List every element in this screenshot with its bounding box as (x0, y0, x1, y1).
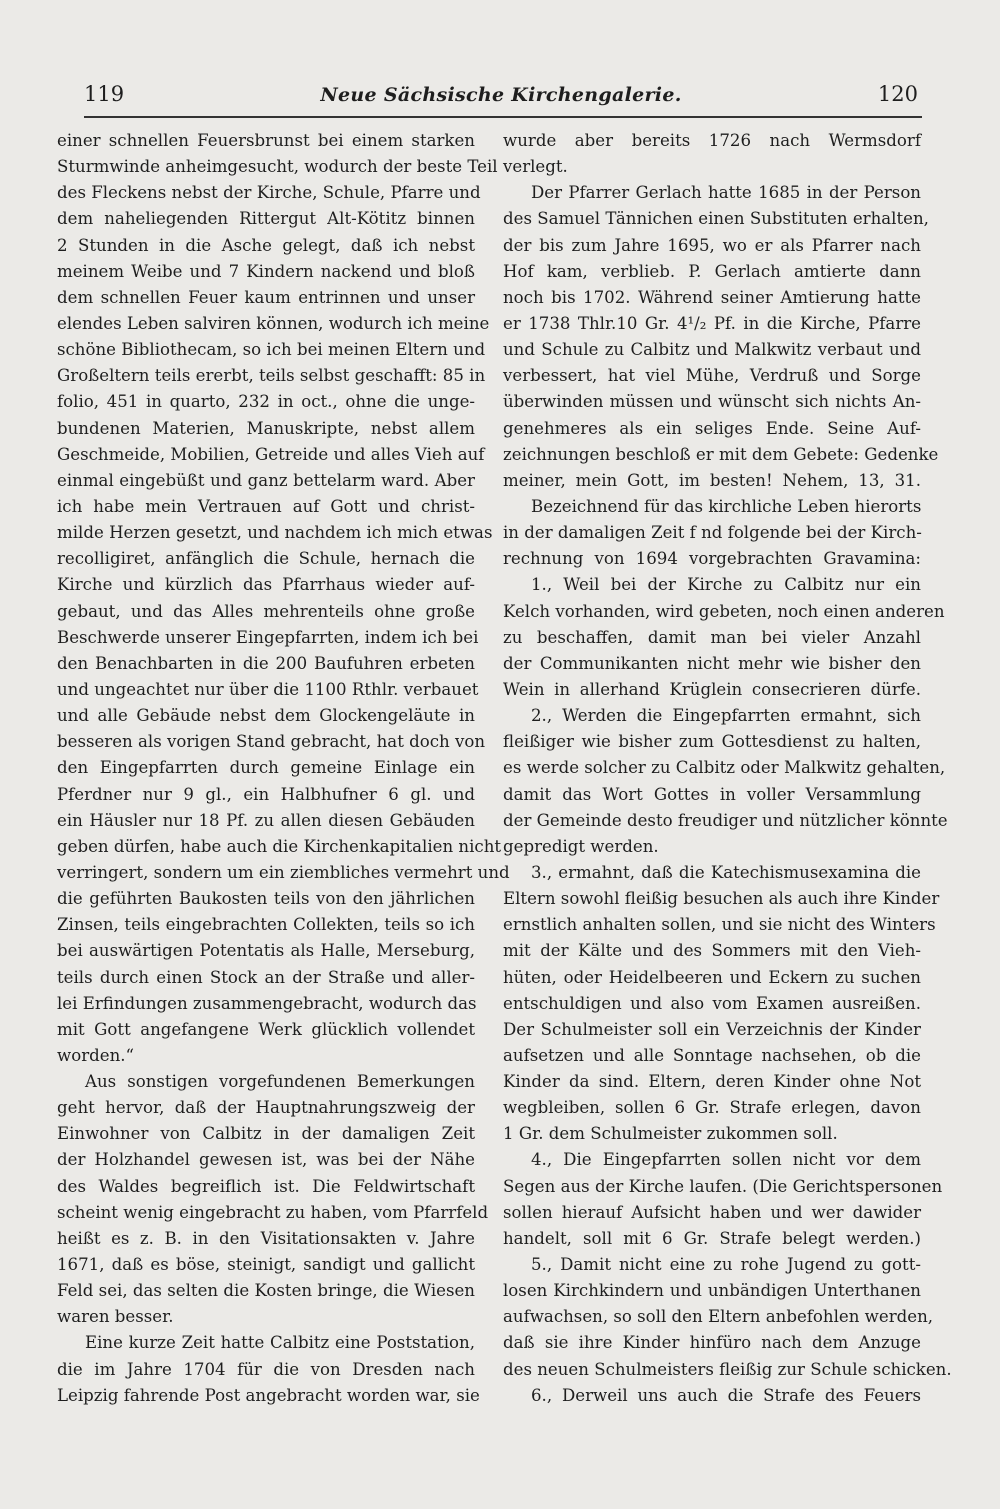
text-line: verbessert, hat viel Mühe, Verdruß und Sorge (503, 366, 921, 386)
text-line: 3., ermahnt, daß die Katechismusexamina die (531, 862, 921, 882)
text-line: und ungeachtet nur über die 1100 Rthlr. verbauet (57, 679, 479, 699)
running-header (84, 82, 918, 116)
text-line: besseren als vorigen Stand gebracht, hat doch von (57, 732, 486, 752)
page-number-right: 120 (877, 82, 918, 106)
text-line: waren besser. (57, 1307, 174, 1327)
text-line: Der Pfarrer Gerlach hatte 1685 in der Person (531, 183, 921, 203)
text-line: der Gemeinde desto freudiger und nützlicher könnte (503, 810, 948, 830)
text-line: Wein in allerhand Krüglein consecrieren dürfe. (503, 679, 921, 699)
text-line: scheint wenig eingebracht zu haben, vom Pfarrfeld (57, 1202, 489, 1222)
text-line: rechnung von 1694 vorgebrachten Gravamina: (503, 549, 921, 569)
text-line: Hof kam, verblieb. P. Gerlach amtierte dann (503, 261, 921, 281)
text-line: daß sie ihre Kinder hinfüro nach dem Anzuge (503, 1333, 921, 1353)
text-line: bundenen Materien, Manuskripte, nebst allem (57, 418, 475, 438)
text-line: hüten, oder Heidelbeeren und Eckern zu suchen (503, 967, 921, 987)
text-line: aufwachsen, so soll den Eltern anbefohlen werden, (503, 1307, 934, 1327)
text-line: Einwohner von Calbitz in der damaligen Zeit (57, 1124, 475, 1144)
text-line: sollen hierauf Aufsicht haben und wer dawider (503, 1202, 921, 1222)
text-line: dem naheliegenden Rittergut Alt-Kötitz binnen (57, 209, 475, 229)
text-line: des Samuel Tännichen einen Substituten erhalten, (503, 209, 929, 229)
text-line: es werde solcher zu Calbitz oder Malkwitz gehalten, (503, 758, 946, 778)
text-line: damit das Wort Gottes in voller Versammlung (503, 784, 921, 804)
text-line: folio, 451 in quarto, 232 in oct., ohne die unge- (57, 392, 475, 412)
text-line: Eltern sowohl fleißig besuchen als auch ihre Kinder (503, 889, 940, 909)
text-line: Beschwerde unserer Eingepfarrten, indem ich bei (57, 627, 479, 647)
text-line: wegbleiben, sollen 6 Gr. Strafe erlegen, davon (503, 1098, 921, 1118)
text-line: der bis zum Jahre 1695, wo er als Pfarrer nach (503, 235, 921, 255)
text-line: und alle Gebäude nebst dem Glockengeläute in (57, 706, 475, 726)
text-line: fleißiger wie bisher zum Gottesdienst zu halten, (503, 732, 921, 752)
text-line: 1671, daß es böse, steinigt, sandigt und gallicht (57, 1255, 475, 1275)
text-line: mit Gott angefangene Werk glücklich vollendet (57, 1019, 475, 1039)
text-line: des Fleckens nebst der Kirche, Schule, Pfarre und (57, 183, 481, 203)
text-line: noch bis 1702. Während seiner Amtierung hatte (503, 287, 921, 307)
text-line: ernstlich anhalten sollen, und sie nicht des Winters (503, 915, 936, 935)
text-line: verlegt. (503, 157, 568, 177)
text-line: gebaut, und das Alles mehrenteils ohne große (57, 601, 475, 621)
text-line: der Holzhandel gewesen ist, was bei der Nähe (57, 1150, 475, 1170)
text-line: genehmeres als ein seliges Ende. Seine Auf- (503, 418, 921, 438)
text-line: recolligiret, anfänglich die Schule, hernach die (57, 549, 475, 569)
text-line: meinem Weibe und 7 Kindern nackend und bloß (57, 261, 475, 281)
text-line: Kelch vorhanden, wird gebeten, noch einen anderen (503, 601, 945, 621)
text-line: ich habe mein Vertrauen auf Gott und christ- (57, 496, 475, 516)
text-line: des Waldes begreiflich ist. Die Feldwirtschaft (57, 1176, 475, 1196)
text-line: Kinder da sind. Eltern, deren Kinder ohne Not (503, 1072, 921, 1092)
text-line: teils durch einen Stock an der Straße und aller- (57, 967, 475, 987)
text-line: einmal eingebüßt und ganz bettelarm ward. Aber (57, 470, 475, 490)
text-line: handelt, soll mit 6 Gr. Strafe belegt werden.) (503, 1228, 921, 1248)
text-line: 2., Werden die Eingepfarrten ermahnt, sich (531, 706, 921, 726)
text-line: 6., Derweil uns auch die Strafe des Feuers (531, 1385, 921, 1405)
text-line: die geführten Baukosten teils von den jährlichen (57, 889, 475, 909)
text-line: Bezeichnend für das kirchliche Leben hierorts (531, 496, 922, 516)
text-line: 5., Damit nicht eine zu rohe Jugend zu gott- (531, 1255, 921, 1275)
text-line: 1 Gr. dem Schulmeister zukommen soll. (503, 1124, 838, 1144)
text-line: entschuldigen und also vom Examen ausreißen. (503, 993, 921, 1013)
text-line: Sturmwinde anheimgesucht, wodurch der beste Teil (57, 157, 498, 177)
text-line: Der Schulmeister soll ein Verzeichnis der Kinder (503, 1019, 921, 1039)
text-line: gepredigt werden. (503, 836, 659, 856)
text-line: in der damaligen Zeit f nd folgende bei der Kirch- (503, 523, 922, 543)
text-line: den Benachbarten in die 200 Baufuhren erbeten (57, 653, 475, 673)
text-line: 2 Stunden in die Asche gelegt, daß ich nebst (57, 235, 475, 255)
text-line: geht hervor, daß der Hauptnahrungszweig der (57, 1098, 475, 1118)
text-line: ein Häusler nur 18 Pf. zu allen diesen Gebäuden (57, 810, 475, 830)
text-line: Eine kurze Zeit hatte Calbitz eine Poststation, (85, 1333, 475, 1353)
left-text-column (57, 128, 510, 1409)
text-line: losen Kirchkindern und unbändigen Unterthanen (503, 1281, 921, 1301)
text-line: schöne Bibliothecam, so ich bei meinen Eltern und (57, 340, 486, 360)
text-line: heißt es z. B. in den Visitationsakten v. Jahre (57, 1228, 475, 1248)
text-line: und Schule zu Calbitz und Malkwitz verbaut und (503, 340, 921, 360)
text-line: meiner, mein Gott, im besten! Nehem, 13, 31. (503, 470, 921, 490)
text-line: elendes Leben salviren können, wodurch ich meine (57, 313, 490, 333)
text-line: einer schnellen Feuersbrunst bei einem starken (57, 131, 475, 150)
text-line: bei auswärtigen Potentatis als Halle, Merseburg, (57, 941, 475, 961)
text-line: dem schnellen Feuer kaum entrinnen und unser (57, 287, 475, 307)
text-line: den Eingepfarrten durch gemeine Einlage ein (57, 758, 475, 778)
text-line: 1., Weil bei der Kirche zu Calbitz nur ein (531, 575, 921, 595)
text-line: aufsetzen und alle Sonntage nachsehen, ob die (503, 1045, 921, 1065)
text-line: Pferdner nur 9 gl., ein Halbhufner 6 gl. und (57, 784, 475, 804)
text-line: mit der Kälte und des Sommers mit den Vieh- (503, 941, 921, 961)
running-title: Neue Sächsische Kirchengalerie. (320, 84, 682, 106)
text-line: die im Jahre 1704 für die von Dresden nach (57, 1359, 475, 1379)
text-line: Aus sonstigen vorgefundenen Bemerkungen (85, 1072, 475, 1092)
text-line: zeichnungen beschloß er mit dem Gebete: Gedenke (503, 444, 939, 464)
text-line: geben dürfen, habe auch die Kirchenkapitalien nicht (57, 836, 502, 856)
text-line: verringert, sondern um ein ziembliches vermehrt und (57, 862, 510, 882)
text-line: Kirche und kürzlich das Pfarrhaus wieder auf- (57, 575, 475, 595)
text-line: überwinden müssen und wünscht sich nichts An- (503, 392, 921, 412)
header-rule (84, 116, 922, 118)
text-line: worden.“ (57, 1045, 135, 1065)
text-line: lei Erfindungen zusammengebracht, wodurch das (57, 993, 477, 1013)
text-line: wurde aber bereits 1726 nach Wermsdorf (503, 131, 921, 150)
right-text-column (503, 128, 952, 1409)
text-line: er 1738 Thlr.10 Gr. 4¹/₂ Pf. in die Kirche, Pfarre (503, 313, 921, 333)
text-line: Zinsen, teils eingebrachten Collekten, teils so ich (57, 915, 475, 935)
text-line: des neuen Schulmeisters fleißig zur Schule schicken. (503, 1359, 952, 1379)
text-line: milde Herzen gesetzt, und nachdem ich mich etwas (57, 523, 493, 543)
text-line: der Communikanten nicht mehr wie bisher den (503, 653, 921, 673)
text-line: Großeltern teils ererbt, teils selbst geschafft: 85 in (57, 366, 486, 386)
text-line: Leipzig fahrende Post angebracht worden war, sie (57, 1385, 480, 1405)
text-line: zu beschaffen, damit man bei vieler Anzahl (503, 627, 921, 647)
page-number-left: 119 (84, 82, 125, 106)
text-line: Segen aus der Kirche laufen. (Die Gerichtspersonen (503, 1176, 943, 1196)
text-line: Feld sei, das selten die Kosten bringe, die Wiesen (57, 1281, 475, 1301)
text-line: 4., Die Eingepfarrten sollen nicht vor dem (531, 1150, 921, 1170)
text-line: Geschmeide, Mobilien, Getreide und alles Vieh auf (57, 444, 485, 464)
